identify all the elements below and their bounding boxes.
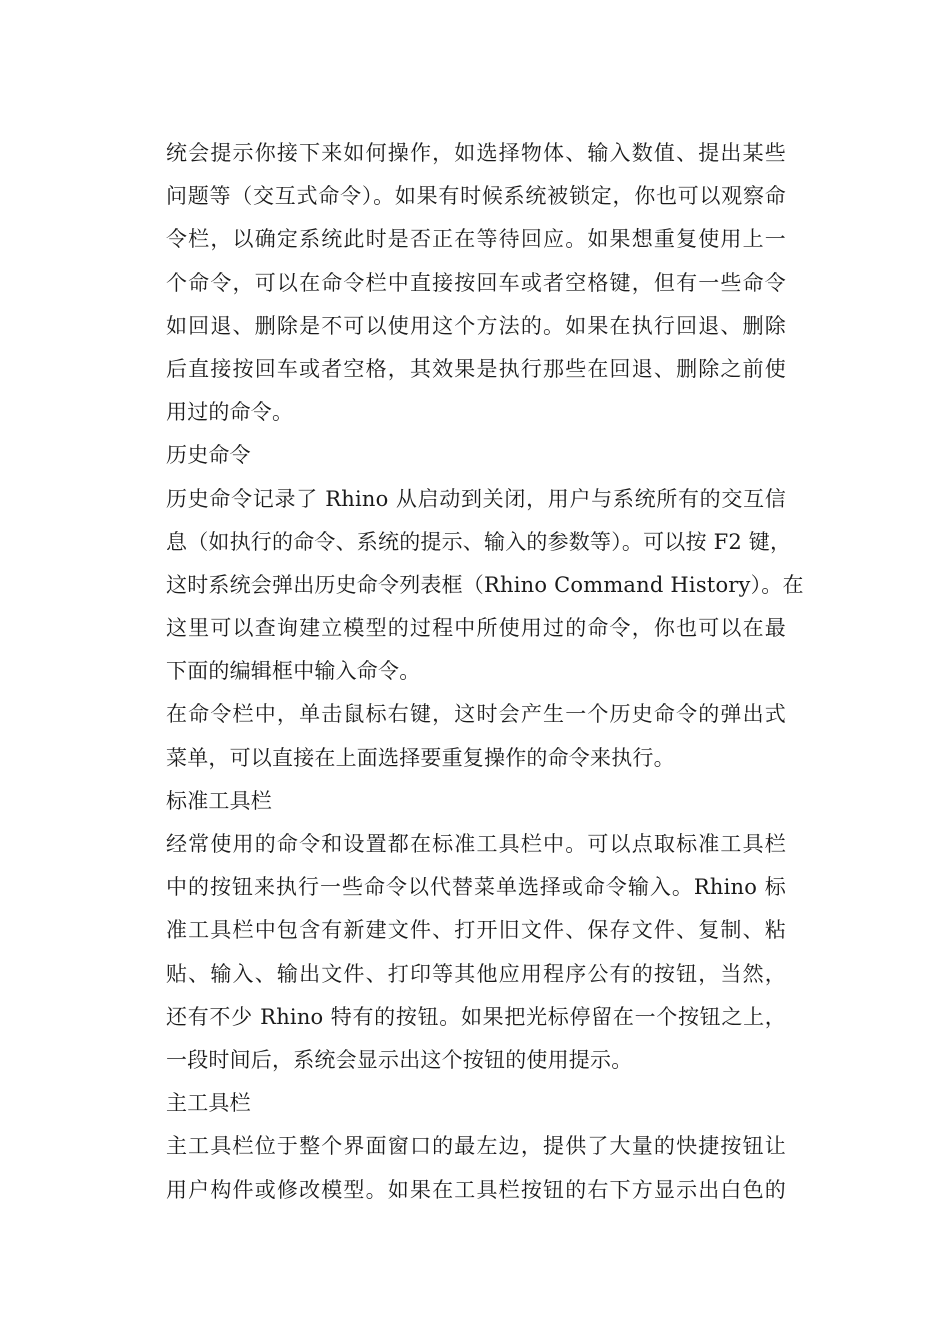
section-heading: [166, 434, 786, 477]
text-line: 历史命令记录了 Rhino 从启动到关闭，用户与系统所有的交互信: [166, 486, 786, 511]
text-line: 一段时间后，系统会显示出这个按钮的使用提示。: [166, 1047, 633, 1072]
body-paragraph: [166, 693, 786, 779]
body-paragraph: [166, 1125, 786, 1211]
text-line: 历史命令: [166, 443, 251, 468]
text-line: 还有不少 Rhino 特有的按钮。如果把光标停留在一个按钮之上，: [166, 1004, 786, 1029]
text-line: 主工具栏: [166, 1091, 251, 1116]
text-line: 下面的编辑框中输入命令。: [166, 659, 421, 684]
document-page: [166, 132, 804, 1212]
section-heading: [166, 1082, 786, 1125]
text-line: 在命令栏中，单击鼠标右键，这时会产生一个历史命令的弹出式: [166, 702, 786, 727]
text-line: 经常使用的命令和设置都在标准工具栏中。可以点取标准工具栏: [166, 832, 786, 856]
text-line: 准工具栏中包含有新建文件、打开旧文件、保存文件、复制、粘: [166, 918, 786, 943]
text-line: 主工具栏位于整个界面窗口的最左边，提供了大量的快捷按钮让: [166, 1134, 786, 1159]
text-line: 贴、输入、输出文件、打印等其他应用程序公有的按钮，当然，: [166, 961, 786, 986]
body-paragraph: [166, 132, 786, 434]
body-paragraph: [166, 478, 804, 694]
text-line: 后直接按回车或者空格，其效果是执行那些在回退、删除之前使: [166, 356, 786, 381]
body-paragraph: [166, 823, 786, 1082]
text-line: 统会提示你接下来如何操作，如选择物体、输入数值、提出某些: [166, 141, 786, 165]
text-line: 个命令，可以在命令栏中直接按回车或者空格键，但有一些命令: [166, 270, 786, 295]
section-heading: [166, 780, 786, 823]
text-line: 这里可以查询建立模型的过程中所使用过的命令，你也可以在最: [166, 616, 786, 641]
text-line: 这时系统会弹出历史命令列表框（Rhino Command History）。在: [166, 572, 804, 597]
text-line: 如回退、删除是不可以使用这个方法的。如果在执行回退、删除: [166, 313, 786, 338]
text-line: 问题等（交互式命令）。如果有时候系统被锁定，你也可以观察命: [166, 184, 786, 209]
text-line: 令栏，以确定系统此时是否正在等待回应。如果想重复使用上一: [166, 227, 786, 252]
text-line: 标准工具栏: [166, 788, 272, 813]
text-line: 中的按钮来执行一些命令以代替菜单选择或命令输入。Rhino 标: [166, 875, 786, 900]
text-line: 用过的命令。: [166, 400, 294, 425]
text-line: 息（如执行的命令、系统的提示、输入的参数等）。可以按 F2 键，: [166, 529, 792, 554]
text-line: 用户构件或修改模型。如果在工具栏按钮的右下方显示出白色的: [166, 1177, 786, 1202]
text-line: 菜单，可以直接在上面选择要重复操作的命令来执行。: [166, 745, 675, 770]
